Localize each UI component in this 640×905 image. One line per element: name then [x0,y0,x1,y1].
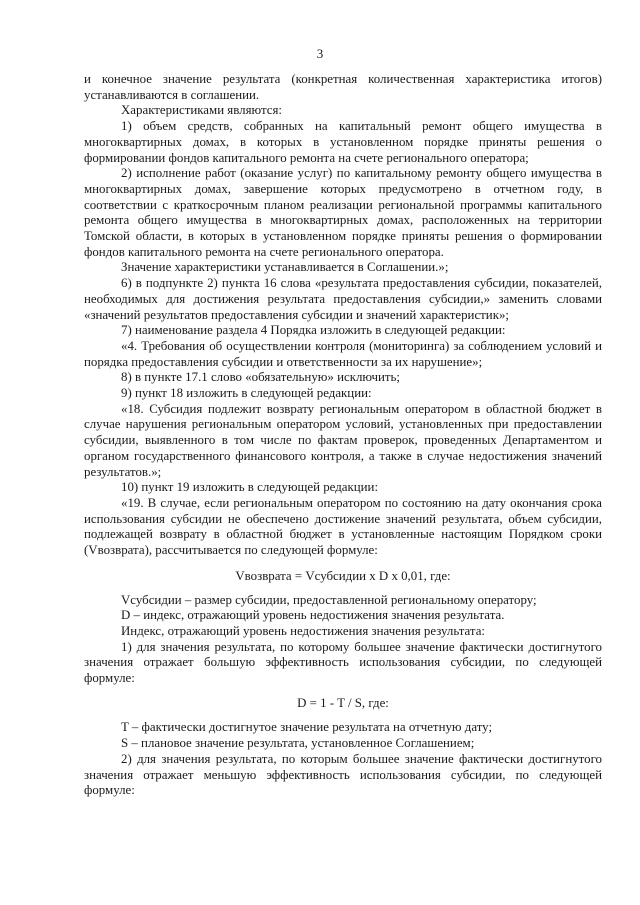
paragraph: T – фактически достигнутое значение результата на отчетную дату; [121,720,493,735]
paragraph: 2) для значения результата, по которым большее значение фактически достигнутого значения отражает меньшую эффективность использования субсидии, по следующей формуле: [84,751,602,798]
paragraph: Характеристиками являются: [121,103,283,118]
paragraph: «4. Требования об осуществлении контроля (мониторинга) за соблюдением условий и порядка предоставления субсидии и ответственности за их нарушение»; [84,338,602,369]
paragraph: S – плановое значение результата, установленное Соглашением; [121,736,475,751]
paragraph: 10) пункт 19 изложить в следующей редакции: [121,480,379,495]
paragraph: и конечное значение результата (конкретная количественная характеристика итогов) устанавливаются в соглашении. [84,72,602,102]
paragraph: 1) для значения результата, по которому большее значение фактически достигнутого значения отражает большую эффективность использования субсидии, по следующей формуле: [84,639,602,686]
paragraph: Vсубсидии – размер субсидии, предоставленной региональному оператору; [121,592,537,607]
document-body [84,72,602,799]
paragraph: Индекс, отражающий уровень недостижения значения результата: [121,623,486,638]
paragraph: Значение характеристики устанавливается в Соглашении.»; [121,260,449,275]
paragraph: «18. Субсидия подлежит возврату региональным оператором в областной бюджет в случае нарушения региональным оператором условий, установленных при предоставлении субсидии, выявленного в том числе по фактам проверок, проведенных Департаментом и органом государственного финансового контроля, а также в случае недостижения значений результатов.»; [84,401,602,479]
paragraph: 2) исполнение работ (оказание услуг) по капитальному ремонту общего имущества в многоквартирных домах, завершение которых предусмотрено в отчетном году, в соответствии с краткосрочным планом реализации региональной программы капитального ремонта общего имущества в многоквартирных домах, расположенных на территории Томской области, в которых в установленном порядке приняты решения о формировании фондов капитального ремонта на счете регионального оператора. [84,166,602,259]
paragraph: 1) объем средств, собранных на капитальный ремонт общего имущества в многоквартирных домах, в которых в установленном порядке приняты решения о формировании фондов капитального ремонта на счете регионального оператора; [84,119,602,165]
paragraph: D – индекс, отражающий уровень недостижения значения результата. [121,608,505,623]
paragraph: 8) в пункте 17.1 слово «обязательную» исключить; [121,370,401,385]
formula-index-d: D = 1 - T / S, где: [297,695,389,710]
page-number: 3 [316,46,324,61]
paragraph: 7) наименование раздела 4 Порядка изложить в следующей редакции: [121,323,506,338]
formula-vreturn: Vвозврата = Vсубсидии x D x 0,01, где: [235,568,451,583]
paragraph: 6) в подпункте 2) пункта 16 слова «результата предоставления субсидии, показателей, необходимых для достижения результата предоставления субсидии,» заменить словами «значений результатов предоставления субсидии и значений характеристик»; [84,276,602,322]
paragraph: 9) пункт 18 изложить в следующей редакции: [121,386,372,401]
paragraph: «19. В случае, если региональным оператором по состоянию на дату окончания срока использования субсидии не обеспечено достижение значений результата, объем субсидии, подлежащей возврату в областной бюджет в установленные настоящим Порядком сроки (Vвозврата), рассчитывается по следующей формуле: [84,495,602,558]
